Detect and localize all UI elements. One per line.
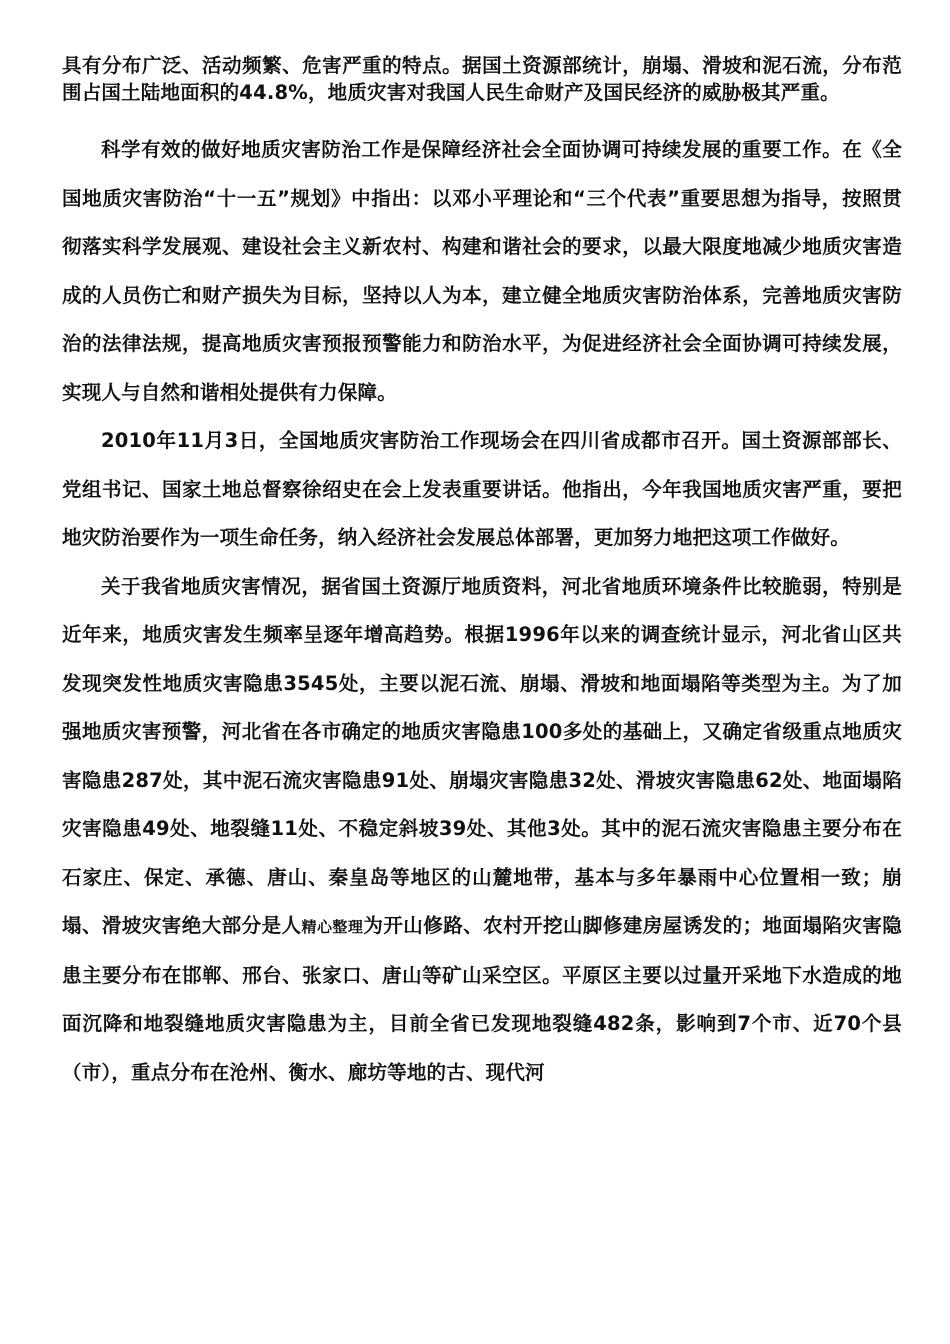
- inline-note: 精心整理: [301, 918, 364, 936]
- paragraph-1: 具有分布广泛、活动频繁、危害严重的特点。据国土资源部统计，崩塌、滑坡和泥石流，分布范围占国土陆地面积的44.8%，地质灾害对我国人民生命财产及国民经济的威胁极其严重。: [62, 54, 902, 104]
- paragraph-4-text-before: 关于我省地质灾害情况，据省国土资源厅地质资料，河北省地质环境条件比较脆弱，特别是近年来，地质灾害发生频率呈逐年增高趋势。根据1996年以来的调查统计显示，河北省山区共发现突发性地质灾害隐患3545处，主要以泥石流、崩塌、滑坡和地面塌陷等类型为主。为了加强地质灾害预警，河北省在各市确定的地质灾害隐患100多处的基础上，又确定省级重点地质灾害隐患287处，其中泥石流灾害隐患91处、崩塌灾害隐患32处、滑坡灾害隐患62处、地面塌陷灾害隐患49处、地裂缝11处、不稳定斜坡39处、其他3处。其中的泥石流灾害隐患主要分布在石家庄、保定、承德、唐山、秦皇岛等地区的山麓地带，基本与多年暴雨中心位置相一致；崩塌、滑坡灾害绝大部分是人: [62, 574, 902, 937]
- paragraph-2: 科学有效的做好地质灾害防治工作是保障经济社会全面协调可持续发展的重要工作。在《全国地质灾害防治“十一五”规划》中指出：以邓小平理论和“三个代表”重要思想为指导，按照贯彻落实科学发展观、建设社会主义新农村、构建和谐社会的要求，以最大限度地减少地质灾害造成的人员伤亡和财产损失为目标，坚持以人为本，建立健全地质灾害防治体系，完善地质灾害防治的法律法规，提高地质灾害预报预警能力和防治水平，为促进经济社会全面协调可持续发展，实现人与自然和谐相处提供有力保障。: [62, 138, 902, 404]
- paragraph-4: [62, 563, 902, 1098]
- document-page: [62, 52, 902, 1097]
- paragraph-4-text-after: 为开山修路、农村开挖山脚修建房屋诱发的；地面塌陷灾害隐患主要分布在邯郸、邢台、张家口、唐山等矿山采空区。平原区主要以过量开采地下水造成的地面沉降和地裂缝地质灾害隐患为主，目前全省已发现地裂缝482条，影响到7个市、近70个县（市），重点分布在沧州、衡水、廊坊等地的古、现代河: [62, 914, 902, 1084]
- paragraph-3: 2010年11月3日，全国地质灾害防治工作现场会在四川省成都市召开。国土资源部部长、党组书记、国家土地总督察徐绍史在会上发表重要讲话。他指出，今年我国地质灾害严重，要把地灾防治要作为一项生命任务，纳入经济社会发展总体部署，更加努力地把这项工作做好。: [62, 429, 902, 549]
